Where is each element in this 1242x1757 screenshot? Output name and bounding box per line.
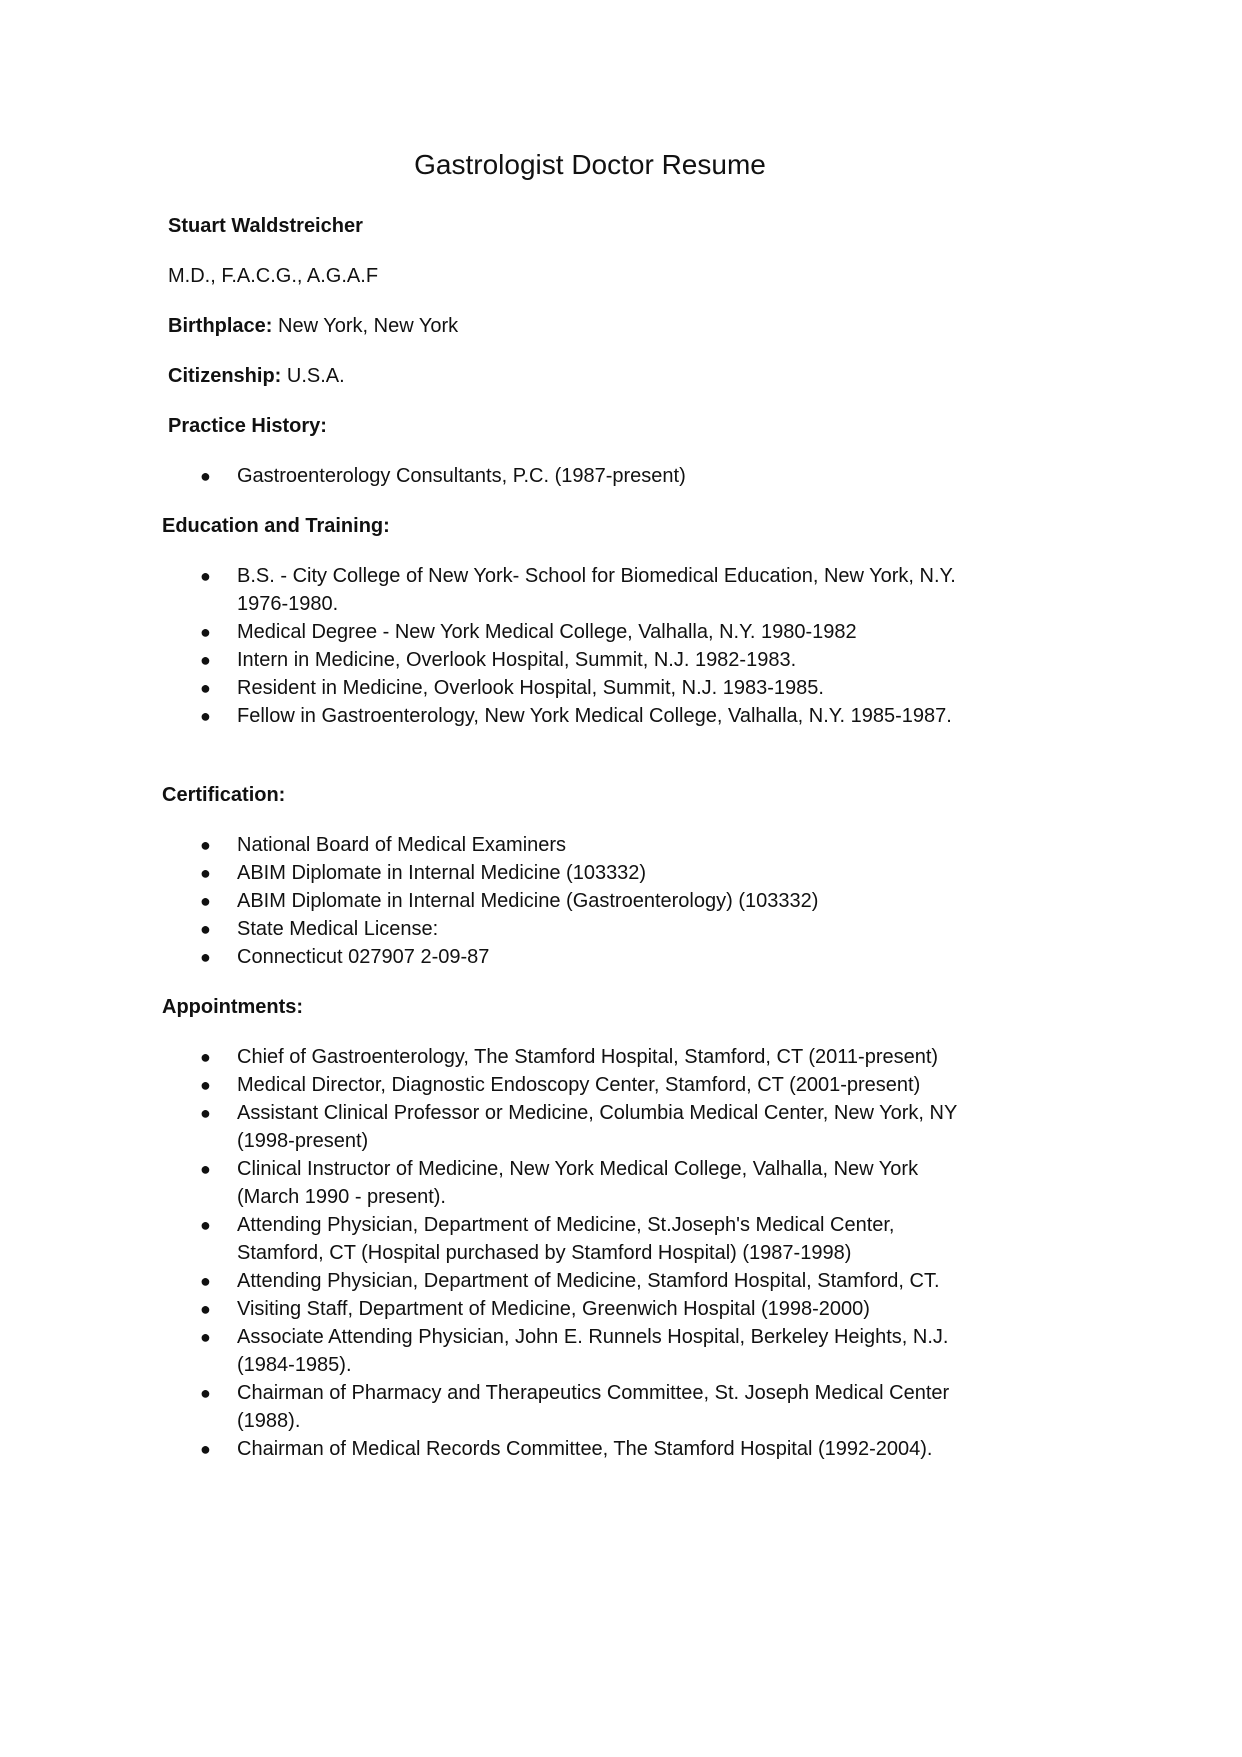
bullet-icon: ● — [200, 622, 211, 642]
list-item: ● Associate Attending Physician, John E. Runnels Hospital, Berkeley Heights, N.J. (1984-1985). — [0, 1323, 957, 1379]
education-heading: Education and Training: — [162, 515, 390, 537]
citizenship-value: U.S.A. — [281, 365, 345, 387]
list-item: ● Clinical Instructor of Medicine, New York Medical College, Valhalla, New York (March 1990 - present). — [0, 1155, 957, 1211]
bullet-icon: ● — [200, 1383, 211, 1403]
list-item: ● Fellow in Gastroenterology, New York Medical College, Valhalla, N.Y. 1985-1987. — [0, 702, 957, 730]
bullet-icon: ● — [200, 566, 211, 586]
bullet-icon: ● — [200, 1271, 211, 1291]
list-item: ● Visiting Staff, Department of Medicine, Greenwich Hospital (1998-2000) — [0, 1295, 957, 1323]
list-item: ● State Medical License: — [0, 915, 957, 943]
doctor-name: Stuart Waldstreicher — [168, 215, 363, 237]
bullet-icon: ● — [200, 1327, 211, 1347]
citizenship-label: Citizenship: — [168, 365, 282, 387]
list-item: ● Medical Degree - New York Medical College, Valhalla, N.Y. 1980-1982 — [0, 618, 957, 646]
list-item: ● Connecticut 027907 2-09-87 — [0, 943, 957, 971]
bullet-icon: ● — [200, 1103, 211, 1123]
bullet-icon: ● — [200, 1159, 211, 1179]
bullet-icon: ● — [200, 678, 211, 698]
bullet-icon: ● — [200, 650, 211, 670]
bullet-icon: ● — [200, 1075, 211, 1095]
citizenship-line — [168, 362, 345, 390]
birthplace-value: New York, New York — [272, 315, 459, 337]
education-list — [0, 562, 1000, 730]
bullet-icon: ● — [200, 891, 211, 911]
bullet-icon: ● — [200, 466, 211, 486]
bullet-icon: ● — [200, 1047, 211, 1067]
bullet-icon: ● — [200, 1439, 211, 1459]
certification-list — [0, 831, 1000, 971]
list-item: ● Medical Director, Diagnostic Endoscopy Center, Stamford, CT (2001-present) — [0, 1071, 957, 1099]
list-item: ● ABIM Diplomate in Internal Medicine (Gastroenterology) (103332) — [0, 887, 957, 915]
certification-heading: Certification: — [162, 784, 286, 806]
bullet-icon: ● — [200, 1215, 211, 1235]
list-item: ● ABIM Diplomate in Internal Medicine (103332) — [0, 859, 957, 887]
bullet-icon: ● — [200, 919, 211, 939]
bullet-icon: ● — [200, 947, 211, 967]
list-item: ● Attending Physician, Department of Medicine, St.Joseph's Medical Center, Stamford, CT (Hospital purchased by Stamford Hospital) (1987-1998) — [0, 1211, 957, 1267]
appointments-list — [0, 1043, 1000, 1463]
list-item: ● Chairman of Pharmacy and Therapeutics Committee, St. Joseph Medical Center (1988). — [0, 1379, 957, 1435]
list-item: ● Chief of Gastroenterology, The Stamford Hospital, Stamford, CT (2011-present) — [0, 1043, 957, 1071]
practice-history-list — [0, 462, 1000, 490]
credentials: M.D., F.A.C.G., A.G.A.F — [168, 265, 379, 287]
bullet-icon: ● — [200, 863, 211, 883]
list-item: ● Assistant Clinical Professor or Medicine, Columbia Medical Center, New York, NY (1998-present) — [0, 1099, 957, 1155]
list-item: ● Intern in Medicine, Overlook Hospital, Summit, N.J. 1982-1983. — [0, 646, 957, 674]
list-item: ● B.S. - City College of New York- School for Biomedical Education, New York, N.Y. 1976-1980. — [0, 562, 957, 618]
appointments-heading: Appointments: — [162, 996, 304, 1018]
birthplace-label: Birthplace: — [168, 315, 273, 337]
birthplace-line — [168, 312, 458, 340]
bullet-icon: ● — [200, 1299, 211, 1319]
list-item: ● Chairman of Medical Records Committee, The Stamford Hospital (1992-2004). — [0, 1435, 957, 1463]
bullet-icon: ● — [200, 835, 211, 855]
list-item: ● Attending Physician, Department of Medicine, Stamford Hospital, Stamford, CT. — [0, 1267, 957, 1295]
list-item: ● Resident in Medicine, Overlook Hospital, Summit, N.J. 1983-1985. — [0, 674, 957, 702]
bullet-icon: ● — [200, 706, 211, 726]
practice-history-heading: Practice History: — [168, 415, 327, 437]
list-item: ● Gastroenterology Consultants, P.C. (1987-present) — [0, 462, 957, 490]
list-item: ● National Board of Medical Examiners — [0, 831, 957, 859]
document-title: Gastrologist Doctor Resume — [414, 149, 766, 180]
